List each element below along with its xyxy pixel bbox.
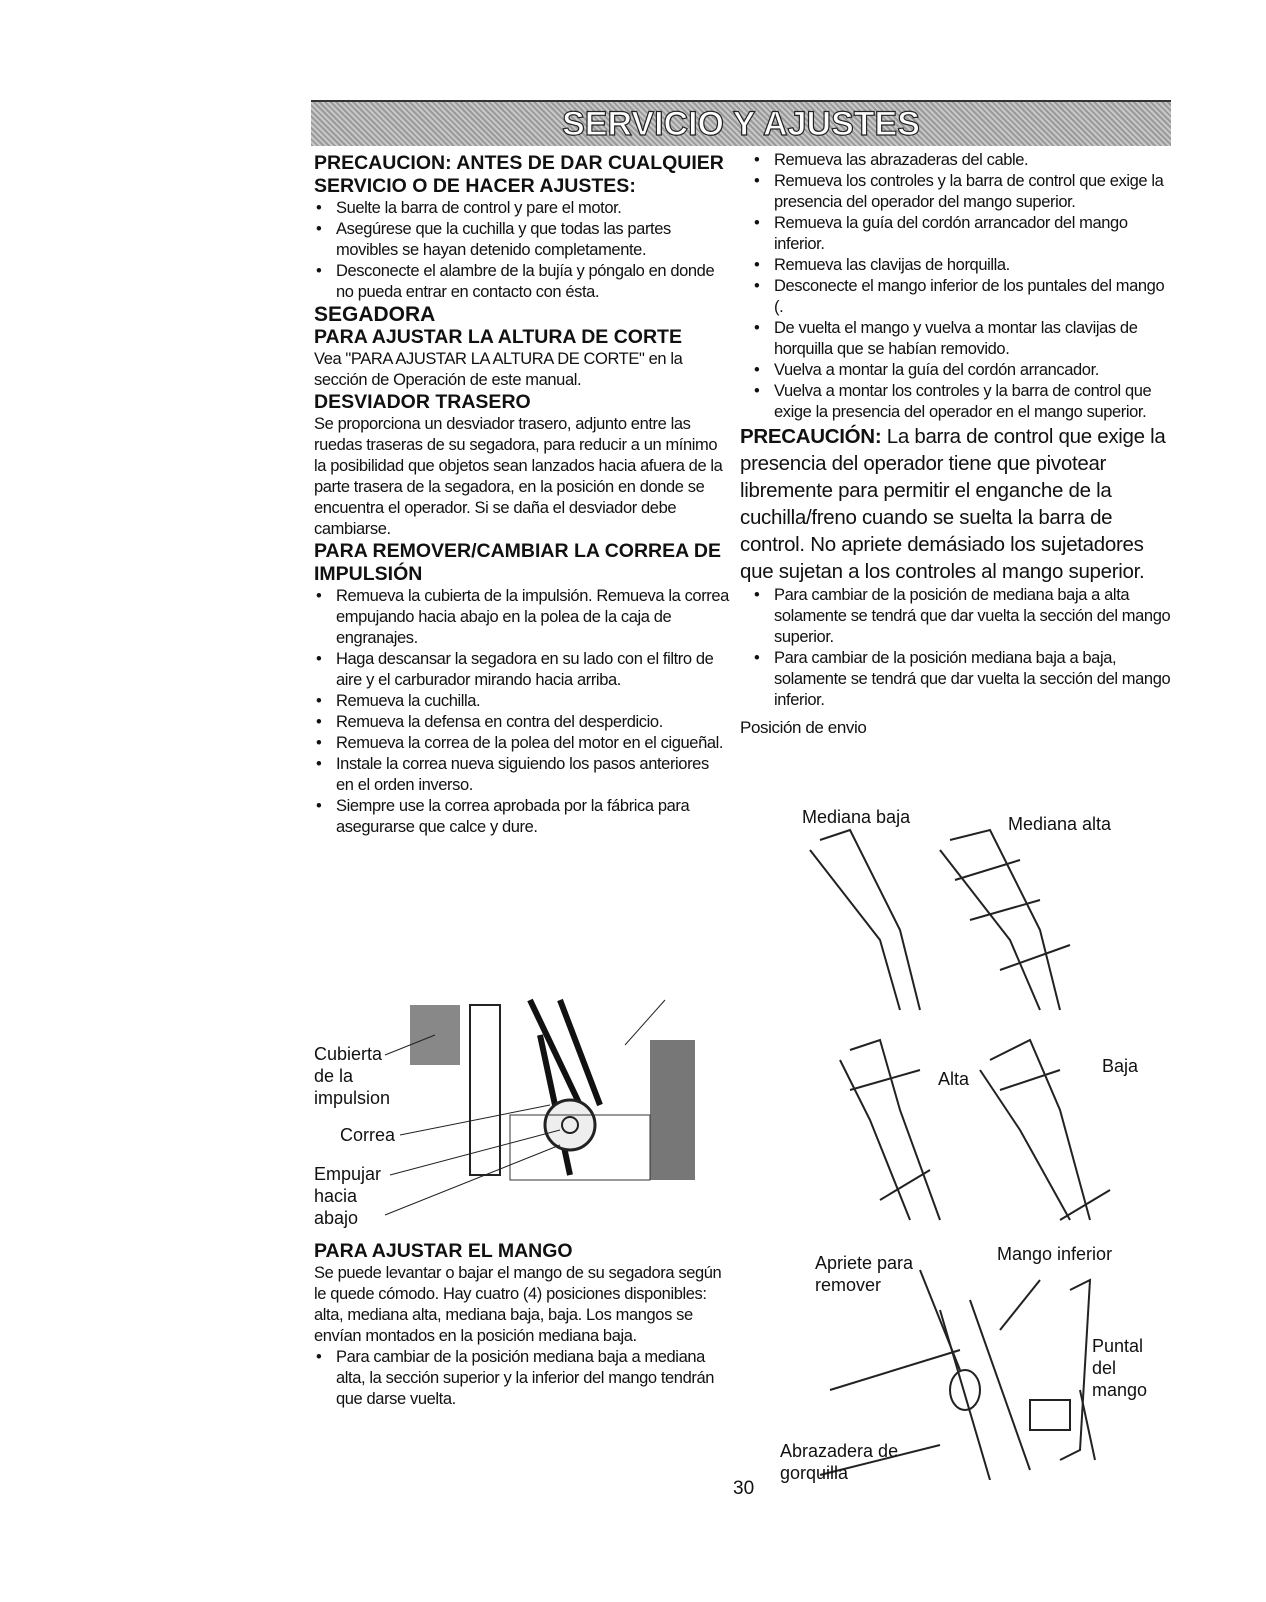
label-apriete: Apriete para remover [815,1253,914,1295]
right-list-2 [752,585,1177,711]
altura-heading: PARA AJUSTAR LA ALTURA DE CORTE [314,326,682,348]
label-alta: Alta [938,1069,970,1089]
list-item: • Remueva la correa de la polea del motor en el cigueñal. [314,733,729,754]
list-item: • Remueva la cuchilla. [314,691,729,712]
mango-section [314,1240,734,1410]
list-item: • Para cambiar de la posición mediana baja a baja, solamente se tendrá que dar vuelta la sección del mango inferior. [752,648,1177,711]
label-empujar: Empujar hacia abajo [314,1164,382,1228]
list-item: • Desconecte el alambre de la bujía y póngalo en donde no pueda entrar en contacto con ésta. [314,261,729,303]
correa-heading: PARA REMOVER/CAMBIAR LA CORREA DE [314,540,721,562]
right-column [740,150,1177,738]
mango-heading: PARA AJUSTAR EL MANGO [314,1240,573,1262]
section-title: SERVICIO Y AJUSTES [562,104,920,143]
correa-heading-2: IMPULSIÓN [314,563,423,585]
label-correa: Correa [340,1125,396,1145]
label-mango-inferior: Mango inferior [997,1244,1113,1264]
list-item: • Suelte la barra de control y pare el motor. [314,198,729,219]
list-item: • Para cambiar de la posición de mediana baja a alta solamente se tendrá que dar vuelta la sección del mango superior. [752,585,1177,648]
list-item: • Haga descansar la segadora en su lado con el filtro de aire y el carburador mirando hacia arriba. [314,649,729,691]
list-item: • Remueva la defensa en contra del desperdicio. [314,712,729,733]
correa-list [314,586,729,838]
mango-text: Se puede levantar o bajar el mango de su segadora según le quede cómodo. Hay cuatro (4) posiciones disponibles: alta, mediana alta, mediana baja, baja. Los mangos se envían montados en la posición mediana baja. [314,1264,722,1345]
desviador-heading: DESVIADOR TRASERO [314,391,531,413]
handle-positions-figure [790,820,1170,1240]
label-baja: Baja [1102,1056,1139,1076]
label-cubierta: Cubierta de la impulsion [314,1044,391,1108]
caution-text: La barra de control que exige la presencia del operador tiene que pivotear libremente para permitir el enganche de la cuchilla/freno cuando se suelta la barra de control. No apriete demásiado los sujetadores que sujetan a los controles al mango superior. [740,425,1166,583]
caution-label: PRECAUCIÓN: [740,425,882,448]
list-item: • Vuelva a montar los controles y la barra de control que exige la presencia del operador en el mango superior. [752,381,1177,423]
list-item: • Para cambiar de la posición mediana baja a mediana alta, la sección superior y la inferior del mango tendrán que darse vuelta. [314,1347,734,1410]
list-item: • Remueva los controles y la barra de control que exige la presencia del operador del mango superior. [752,171,1177,213]
list-item: • De vuelta el mango y vuelva a montar las clavijas de horquilla que se habían removido. [752,318,1177,360]
caution-paragraph [740,423,1177,585]
label-mediana-baja: Mediana baja [802,807,911,827]
right-list [752,150,1177,423]
list-item: • Remueva la cubierta de la impulsión. Remueva la correa empujando hacia abajo en la polea de la caja de engranajes. [314,586,729,649]
segadora-heading: SEGADORA [314,303,436,326]
shipping-position: Posición de envio [740,718,867,737]
list-item: • Remueva las abrazaderas del cable. [752,150,1177,171]
section-header-band [311,100,1171,146]
label-abrazadera: Abrazadera de gorquilla [780,1441,899,1483]
list-item: • Instale la correa nueva siguiendo los pasos anteriores en el orden inverso. [314,754,729,796]
label-mediana-alta: Mediana alta [1008,814,1112,834]
label-puntal: Puntal del mango [1092,1336,1148,1400]
left-column [314,152,729,838]
list-item: • Desconecte el mango inferior de los puntales del mango (. [752,276,1177,318]
page-number: 30 [733,1478,755,1499]
mango-list [314,1347,734,1410]
altura-text: Vea "PARA AJUSTAR LA ALTURA DE CORTE" en la sección de Operación de este manual. [314,350,683,389]
precaution-list [314,198,729,303]
list-item: • Remueva la guía del cordón arrancador del mango inferior. [752,213,1177,255]
list-item: • Siempre use la correa aprobada por la fábrica para asegurarse que calce y dure. [314,796,729,838]
precaution-heading: PRECAUCION: ANTES DE DAR CUALQUIER SERVICIO O DE HACER AJUSTES: [314,152,724,197]
list-item: • Remueva las clavijas de horquilla. [752,255,1177,276]
list-item: • Asegúrese que la cuchilla y que todas las partes movibles se hayan detenido completamente. [314,219,729,261]
list-item: • Vuelva a montar la guía del cordón arrancador. [752,360,1177,381]
desviador-text: Se proporciona un desviador trasero, adjunto entre las ruedas traseras de su segadora, para reducir a un mínimo la posibilidad que objetos sean lanzados hacia afuera de la parte trasera de la segadora, en la posición en donde se encuentra el operador. Si se daña el desviador debe cambiarse. [314,415,723,538]
